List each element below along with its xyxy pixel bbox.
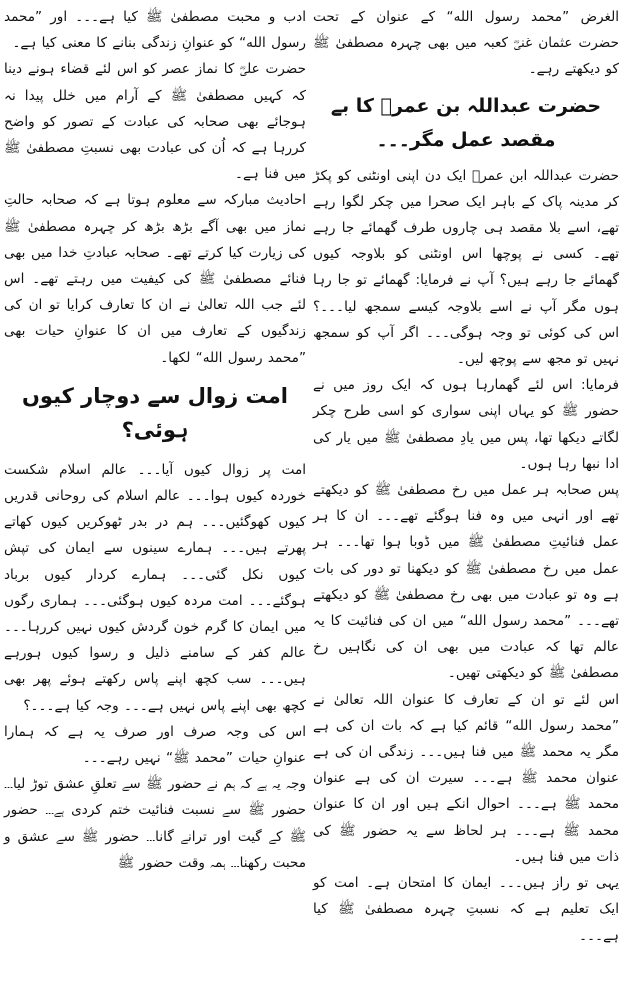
section-heading-abdullah-ibn-umar: حضرت عبداللہ بن عمرؓ کا بے مقصد عمل مگر۔۔۔ — [330, 94, 602, 151]
paragraph: وجہ یہ ہے کہ ہم نے حضور ﷺ سے تعلقِ عشق توڑ لیا۔۔۔ حضور ﷺ سے نسبت فنائیت ختم کردی ہے۔۔۔ حضور ﷺ کے گیت اور ترانے گانا۔۔۔ حضور ﷺ سے عشق و محبت رکھنا۔۔۔ ہمہ وقت حضور ﷺ — [4, 776, 306, 871]
right-column — [313, 4, 619, 949]
paragraph: اس کی وجہ صرف اور صرف یہ ہے کہ ہمارا عنوانِ حیات ”محمد ﷺ“ نہیں رہے۔۔۔ — [4, 723, 306, 767]
paragraph: حضرت عبداللہ ابن عمرؓ ایک دن اپنی اونٹنی کو پکڑ کر مدینہ پاک کے باہر ایک صحرا میں چکر لگوا رہے تھے، اسے بلا مقصد ہی چاروں طرف گھمائے جا رہے تھے۔ کسی نے پوچھا اس اونٹنی کو بلاوجہ کیوں گھمائے جا رہے ہیں؟ آپ نے فرمایا: گھمائے تو جا رہا ہوں مگر آپ نے اسے بلاوجہ کیسے سمجھ لیا۔۔۔؟ اس کی کوئی تو وجہ ہوگی۔۔۔ اگر آپ کو سمجھ نہیں تو مجھ سے پوچھ لیں۔ — [313, 167, 619, 368]
section-heading-ummah-decline: امت زوال سے دوچار کیوں ہوئی؟ — [21, 383, 288, 442]
left-column — [4, 4, 306, 876]
paragraph: پس صحابہ ہر عمل میں رخ مصطفیٰ ﷺ کو دیکھتے تھے اور انہی میں وہ فنا ہوگئے تھے۔۔۔ ان کا ہر عمل فنائیتِ مصطفیٰ ﷺ میں ڈوبا ہوا تھا۔۔۔ ہر عمل میں رخ مصطفیٰ ﷺ کو دیکھنا تو دور کی بات ہے وہ تو عبادت میں بھی رخ مصطفیٰ ﷺ کو دیکھتے تھے۔۔۔ ”محمد رسول الله“ میں ان کی فنائیت کا یہ عالم تھا کہ عبادت میں بھی ان کی نگاہیں رخ مصطفیٰ ﷺ کو دیکھتی تھیں۔ — [313, 482, 619, 682]
paragraph: امت پر زوال کیوں آیا۔۔۔ عالم اسلام شکست خوردہ کیوں ہوا۔۔۔ عالم اسلام کی روحانی قدریں کیوں کھوگئیں۔۔۔ ہم در بدر ٹھوکریں کیوں کھاتے پھرتے ہیں۔۔۔ ہمارے سینوں سے ایمان کی تپش کیوں نکل گئی۔۔۔ ہمارے کردار کیوں برباد ہوگئے۔۔۔ امت مردہ کیوں ہوگئی۔۔۔ ہماری رگوں میں ایمان کا گرم خون گردش کیوں نہیں کررہا۔۔۔ عالم کفر کے سامنے ذلیل و رسوا کیوں ہورہے ہیں۔۔۔ سب کچھ اپنے پاس رکھتے ہوئے پھر بھی کچھ بھی اپنے پاس نہیں ہے۔۔۔ وجہ کیا ہے۔۔۔؟ — [4, 461, 306, 714]
intro-paragraph: الغرض ”محمد رسول الله“ کے عنوان کے تحت حضرت عثمان غنیؓ کعبہ میں بھی چہرہ مصطفیٰ ﷺ کو دیکھتے رہے۔ — [313, 9, 619, 78]
paragraph: ادب و محبت مصطفیٰ ﷺ کیا ہے۔۔۔ اور ”محمد رسول الله“ کو عنوانِ زندگی بنانے کا معنی کیا ہے۔ — [4, 9, 306, 52]
paragraph: یہی تو راز ہیں۔۔۔ ایمان کا امتحان ہے۔ امت کو ایک تعلیم ہے کہ نسبتِ چہرہ مصطفیٰ ﷺ کیا ہے۔۔۔ — [313, 875, 619, 944]
paragraph: فرمایا: اس لئے گھمارہا ہوں کہ ایک روز میں نے حضور ﷺ کو یہاں اپنی سواری کو اسی طرح چکر لگاتے دیکھا تھا، پس میں یادِ مصطفیٰ ﷺ میں یار کی ادا نبھا رہا ہوں۔ — [313, 377, 619, 472]
paragraph: احادیث مبارکہ سے معلوم ہوتا ہے کہ صحابہ حالتِ نماز میں بھی آگے بڑھ بڑھ کر چہرہ مصطفیٰ ﷺ کی زیارت کیا کرتے تھے۔ صحابہ عبادتِ خدا میں بھی فنائے مصطفیٰ ﷺ کی کیفیت میں رہتے تھے۔ اس لئے جب اللہ تعالیٰ نے ان کا تعارف کرایا تو ان کی زندگیوں کے تعارف میں ان کا عنوانِ حیات بھی ”محمد رسول الله“ لکھا۔ — [4, 192, 306, 366]
paragraph: حضرت علیؓ کا نماز عصر کو اس لئے قضاء ہونے دینا کہ کہیں مصطفیٰ ﷺ کے آرام میں خلل پیدا نہ ہوجائے بھی صحابہ کی عبادت کے تصور کو واضح کررہا ہے کہ اُن کی عبادت بھی نسبتِ مصطفیٰ ﷺ میں فنا ہے۔ — [4, 61, 306, 183]
paragraph: اس لئے تو ان کے تعارف کا عنوان اللہ تعالیٰ نے ”محمد رسول الله“ قائم کیا ہے کہ بات ان کی ہے مگر یہ محمد ﷺ میں فنا ہیں۔۔۔ زندگی ان کی ہے عنوان محمد ﷺ ہے۔۔۔ سیرت ان کی ہے عنوان محمد ﷺ ہے۔۔۔ احوال انکے ہیں اور ان کا عنوان محمد ﷺ ہے۔۔۔ ہر لحاظ سے یہ حضور ﷺ کی ذات میں فنا ہیں۔ — [313, 691, 619, 865]
